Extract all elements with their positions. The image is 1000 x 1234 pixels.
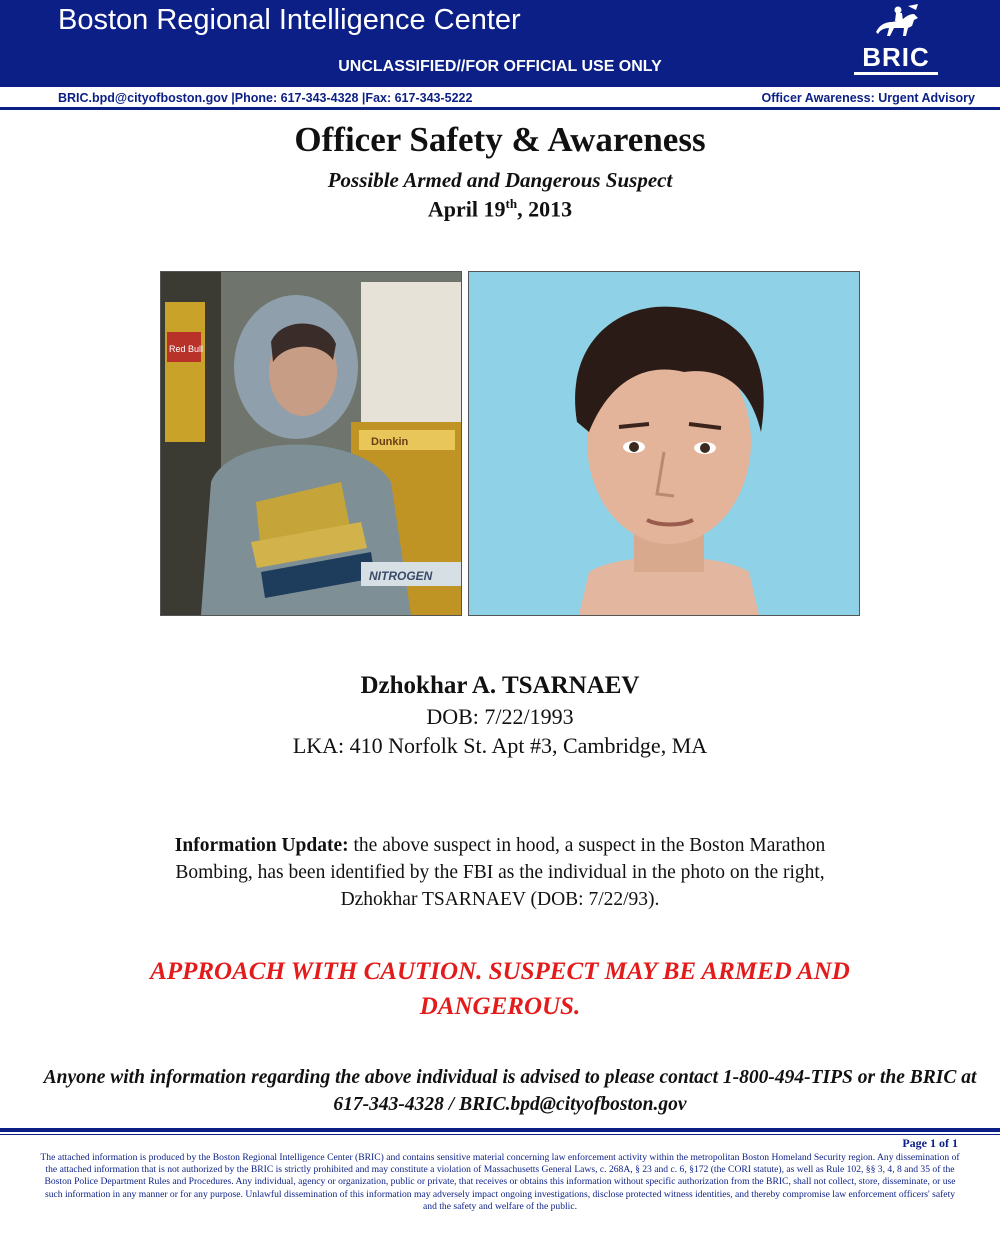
date-suffix: th <box>505 196 518 211</box>
contact-bar <box>0 84 1000 110</box>
bric-logo <box>846 2 946 76</box>
bulletin-header <box>0 0 1000 84</box>
contact-instructions: Anyone with information regarding the above individual is advised to please contact 1-800-494-TIPS or the BRIC at 617-343-4328 / BRIC.bpd@cityofboston.gov <box>43 1067 977 1115</box>
surveillance-photo <box>160 271 462 616</box>
counter-sign-text: Dunkin <box>371 436 409 448</box>
footer-rule-thin <box>0 1134 1000 1135</box>
bulletin-date <box>0 196 1000 222</box>
store-sign-text: Red Bull <box>169 344 204 354</box>
bulletin-subtitle: Possible Armed and Dangerous Suspect <box>327 168 673 192</box>
logo-underline <box>854 72 938 75</box>
legal-disclaimer: The attached information is produced by the Boston Regional Intelligence Center (BRIC) and contains sensitive material concerning law enforcement activity within the metropolitan Boston Homeland Security region. Any dissemination of the attached information that is not authorized by the BRIC is strictly prohibited and may constitute a violation of Massachusetts General Laws, c. 268A, § 23 and c. 6, §172 (the CORI statute), as well as Rule 102, §§ 3, 4, 8 and 35 of the Boston Police Department Rules and Procedures. Any individual, agency or organization, public or private, that receives or obtains this information without specific authorization from the BRIC, shall not collect, store, disseminate, or use such information in any manner or for any purpose. Unlawful dissemination of this information may adversely impact ongoing investigations, disclose protected witness identities, and thereby compromise law enforcement officers' safety and the safety and welfare of the public. <box>40 1152 960 1212</box>
contact-info: BRIC.bpd@cityofboston.gov |Phone: 617-343-4328 |Fax: 617-343-5222 <box>58 91 473 105</box>
classification-label: UNCLASSIFIED//FOR OFFICIAL USE ONLY <box>338 58 662 75</box>
date-year: , 2013 <box>517 196 573 222</box>
sweatshirt-text: NITROGEN <box>369 569 433 583</box>
information-update <box>150 832 850 913</box>
suspect-dob: DOB: 7/22/1993 <box>426 704 574 729</box>
page-number: Page 1 of 1 <box>902 1136 958 1150</box>
suspect-last-known-address: LKA: 410 Norfolk St. Apt #3, Cambridge, MA <box>292 733 708 758</box>
footer-rule <box>0 1128 1000 1132</box>
suspect-name: Dzhokhar A. TSARNAEV <box>360 672 640 699</box>
advisory-label: Officer Awareness: Urgent Advisory <box>761 91 975 105</box>
update-label: Information Update: <box>174 835 349 856</box>
horse-rider-icon <box>872 2 920 40</box>
caution-warning: APPROACH WITH CAUTION. SUSPECT MAY BE ARMED AND DANGEROUS. <box>150 958 850 1020</box>
org-title: Boston Regional Intelligence Center <box>58 4 521 36</box>
bulletin-title: Officer Safety & Awareness <box>294 120 706 159</box>
date-main: April 19 <box>427 196 506 222</box>
logo-text: BRIC <box>862 42 930 72</box>
update-text: the above suspect in hood, a suspect in the Boston Marathon Bombing, has been identified by the FBI as the individual in the photo on the right, Dzhokhar TSARNAEV (DOB: 7/22/93). <box>175 835 826 910</box>
identification-photo <box>468 271 860 616</box>
